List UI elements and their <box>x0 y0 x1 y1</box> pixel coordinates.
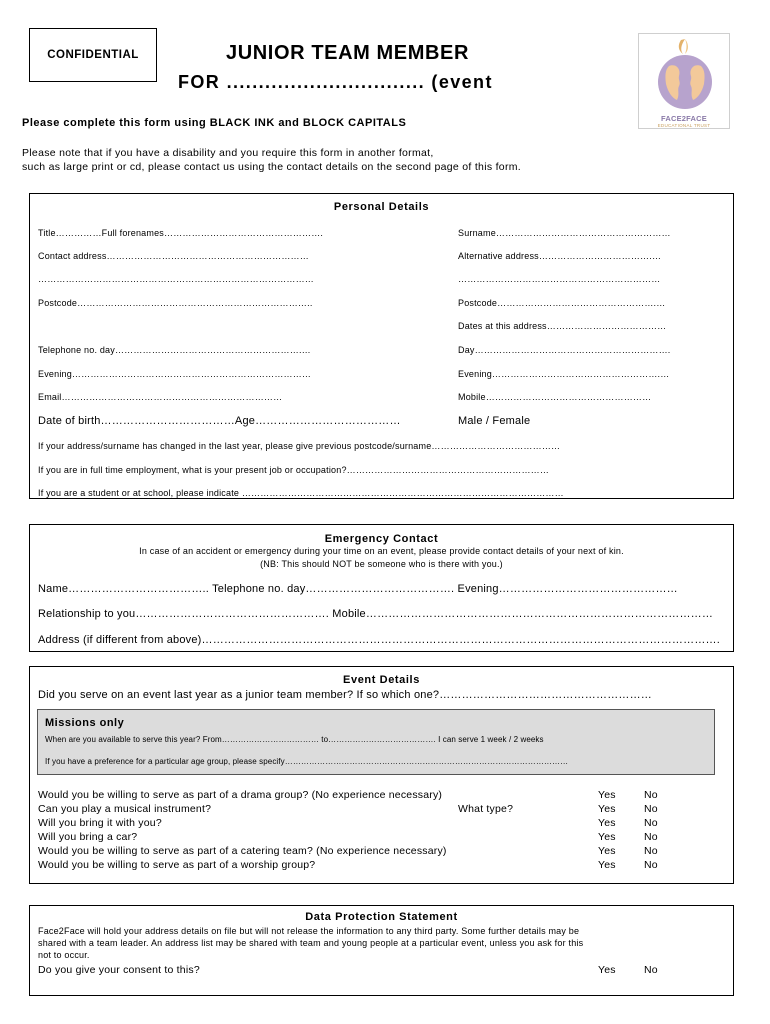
note-line-1: Please note that if you have a disability and you require this form in another format, <box>22 147 434 159</box>
data-protection-text-2: shared with a team leader. An address list may be shared with team and young people at a particular event, unless you ask for this <box>38 938 584 948</box>
missions-only-panel <box>37 709 715 775</box>
missions-availability-field[interactable]: When are you available to serve this year? From……………………………… to…………………………………. I can serve 1 week / 2 weeks <box>45 735 544 744</box>
note-line-2: such as large print or cd, please contact us using the contact details on the second page of this form. <box>22 161 522 173</box>
no-option[interactable]: No <box>644 859 658 871</box>
address-change-field[interactable]: If your address/surname has changed in the last year, please give previous postcode/surname…………………………………… <box>38 441 561 451</box>
emergency-address-field[interactable]: Address (if different from above)…………………………………………………………………………………………………………………………. <box>38 634 720 646</box>
yes-option[interactable]: Yes <box>598 803 616 815</box>
contact-address-line-2[interactable]: ……………………………………………………………………………… <box>38 274 314 284</box>
consent-question: Do you give your consent to this? <box>38 964 200 976</box>
dob-age-field[interactable]: Date of birth………………………………Age………………………………… <box>38 415 401 427</box>
title-forenames-field[interactable]: Title……………Full forenames……………………………………………. <box>38 228 324 238</box>
logo-subtitle: EDUCATIONAL TRUST <box>657 123 711 128</box>
section-heading: Data Protection Statement <box>305 911 458 923</box>
missions-heading: Missions only <box>45 717 125 729</box>
email-field[interactable]: Email……………………………………………………………… <box>38 392 283 402</box>
no-option[interactable]: No <box>644 831 658 843</box>
telephone-day-field[interactable]: Telephone no. day…………………………………………………….… <box>38 345 311 355</box>
alternative-address-field[interactable]: Alternative address……………………………….… <box>458 251 662 261</box>
yes-option[interactable]: Yes <box>598 859 616 871</box>
alternative-day-field[interactable]: Day………………………………………………………. <box>458 345 671 355</box>
gender-field[interactable]: Male / Female <box>458 415 531 427</box>
instrument-type-field[interactable]: What type? <box>458 803 514 815</box>
emergency-relationship-field[interactable]: Relationship to you……………………………………………. Mobile………………………………………………………………………………… <box>38 608 714 620</box>
form-title-event-line: FOR ............................... (event <box>178 72 493 92</box>
face2face-logo <box>638 33 730 129</box>
alternative-address-line-2[interactable]: ………………………………………………………… <box>458 274 661 284</box>
student-field[interactable]: If you are a student or at school, please indicate …………………………………………………………………………………………… <box>38 488 564 498</box>
employment-field[interactable]: If you are in full time employment, what is your present job or occupation?………………………………………………………… <box>38 465 550 475</box>
dates-at-address-field[interactable]: Dates at this address………………………………… <box>458 321 667 331</box>
contact-address-field[interactable]: Contact address………………………………………………………… <box>38 251 309 261</box>
section-heading: Personal Details <box>333 201 430 213</box>
accessibility-note <box>22 146 722 174</box>
no-option[interactable]: No <box>644 789 658 801</box>
yes-option[interactable]: Yes <box>598 817 616 829</box>
consent-no-option[interactable]: No <box>644 964 658 976</box>
alternative-evening-field[interactable]: Evening……………………………………………….… <box>458 369 670 379</box>
data-protection-section <box>29 905 734 996</box>
logo-name: FACE2FACE <box>661 114 707 123</box>
section-heading: Emergency Contact <box>324 533 439 545</box>
yes-option[interactable]: Yes <box>598 845 616 857</box>
confidential-label: CONFIDENTIAL <box>29 28 157 82</box>
no-option[interactable]: No <box>644 817 658 829</box>
postcode-field[interactable]: Postcode………………………………………………………………….. <box>38 298 313 308</box>
question-bring-instrument: Will you bring it with you? <box>38 817 162 829</box>
mobile-field[interactable]: Mobile……………………………………………… <box>458 392 652 402</box>
question-instrument: Can you play a musical instrument? <box>38 803 212 815</box>
missions-age-preference-field[interactable]: If you have a preference for a particular age group, please specify…………………………………………………………………………………………… <box>45 757 569 766</box>
question-worship: Would you be willing to serve as part of a worship group? <box>38 859 316 871</box>
logo-emblem-icon <box>639 34 731 114</box>
emergency-name-phone-field[interactable]: Name……………………………….. Telephone no. day…………………………………. Evening………………………………………… <box>38 583 678 595</box>
data-protection-text-1: Face2Face will hold your address details on file but will not release the information to any third party. Some further details may be <box>38 926 580 936</box>
question-drama: Would you be willing to serve as part of a drama group? (No experience necessary) <box>38 789 443 801</box>
no-option[interactable]: No <box>644 845 658 857</box>
alternative-postcode-field[interactable]: Postcode…………………………………………….… <box>458 298 666 308</box>
consent-yes-option[interactable]: Yes <box>598 964 616 976</box>
yes-option[interactable]: Yes <box>598 831 616 843</box>
surname-field[interactable]: Surname………………………………………………… <box>458 228 671 238</box>
form-title: JUNIOR TEAM MEMBER <box>226 42 470 64</box>
section-heading: Event Details <box>343 674 420 686</box>
emergency-intro: In case of an accident or emergency during your time on an event, please provide contact details of your next of kin. <box>139 546 624 556</box>
emergency-note: (NB: This should NOT be someone who is there with you.) <box>260 559 503 569</box>
no-option[interactable]: No <box>644 803 658 815</box>
question-car: Will you bring a car? <box>38 831 138 843</box>
data-protection-text-3: not to occur. <box>38 950 90 960</box>
yes-option[interactable]: Yes <box>598 789 616 801</box>
served-last-year-field[interactable]: Did you serve on an event last year as a junior team member? If so which one?………………………………………………… <box>38 689 653 701</box>
question-catering: Would you be willing to serve as part of a catering team? (No experience necessary) <box>38 845 447 857</box>
evening-phone-field[interactable]: Evening…………………………………………………………………… <box>38 369 312 379</box>
form-instructions: Please complete this form using BLACK INK and BLOCK CAPITALS <box>22 117 407 129</box>
